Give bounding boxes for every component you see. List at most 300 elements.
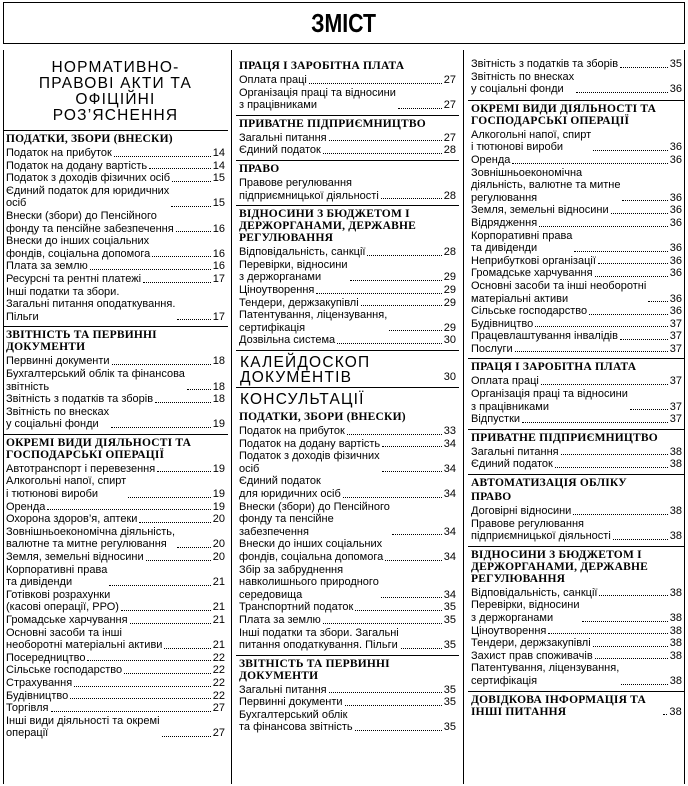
dot-leader	[143, 282, 211, 283]
page-number: 15	[212, 197, 225, 210]
page-number: 18	[212, 393, 225, 406]
dot-leader	[512, 163, 667, 164]
dot-leader	[515, 351, 668, 352]
entry-title: Податок з доходів фізичних осіб	[6, 172, 171, 185]
section-heading[interactable]: ПРАВО	[239, 162, 280, 175]
entry-title: Оплата праці	[239, 74, 307, 86]
toc-entry[interactable]	[468, 625, 685, 638]
toc-entry[interactable]	[3, 260, 228, 273]
column-2	[236, 50, 459, 786]
entry-title: Оренда	[471, 153, 511, 166]
page-number: 36	[669, 305, 682, 318]
dot-leader	[589, 314, 668, 315]
page-number: 34	[443, 487, 456, 500]
toc-entry[interactable]	[236, 144, 459, 157]
toc-entry[interactable]	[236, 132, 459, 145]
dot-leader	[392, 534, 442, 535]
entry-title: Плата за землю	[6, 260, 88, 273]
toc-entry[interactable]	[468, 267, 685, 280]
page-number: 28	[443, 144, 456, 157]
dot-leader	[149, 168, 211, 169]
toc-entry[interactable]	[236, 450, 459, 475]
dot-leader	[51, 711, 211, 712]
toc-entry[interactable]	[468, 255, 685, 268]
entry-title: Звітність по внесках у соціальні фонди	[6, 405, 110, 431]
section-heading[interactable]: ВІДНОСИНИ З БЮДЖЕТОМ І ДЕРЖОРГАНАМИ, ДЕРЖАВНЕ РЕГУЛЮВАННЯ	[471, 548, 648, 585]
page-number: 19	[212, 500, 225, 513]
toc-entry[interactable]	[468, 637, 685, 650]
column-1	[3, 50, 228, 786]
toc-entry[interactable]	[3, 475, 228, 500]
dot-leader	[576, 92, 668, 93]
toc-entry[interactable]	[3, 235, 228, 260]
kaleidoscope-section	[236, 350, 459, 384]
toc-entry[interactable]	[468, 375, 685, 388]
section-heading[interactable]: ПРАЦЯ І ЗАРОБІТНА ПЛАТА	[471, 361, 637, 374]
entry-title: Загальні питання	[239, 683, 327, 696]
toc-entry[interactable]	[236, 438, 459, 451]
entry-title: Звітність з податків та зборів	[471, 58, 619, 70]
entry-title: Податок з доходів фізичних осіб	[239, 450, 380, 475]
toc-entry[interactable]	[3, 652, 228, 665]
section-heading[interactable]: ОКРЕМІ ВИДИ ДІЯЛЬНОСТІ ТА ГОСПОДАРСЬКІ ОПЕРАЦІЇ	[471, 102, 657, 127]
section-heading[interactable]: АВТОМАТИЗАЦІЯ ОБЛІКУ	[471, 477, 627, 490]
page-number: 38	[669, 624, 682, 637]
page-number: 20	[212, 551, 225, 564]
entry-title: Патентування, ліцензування, сертифікація	[239, 309, 388, 334]
entry-title: Сільське господарство	[471, 305, 588, 318]
page-number: 37	[669, 317, 682, 330]
page-number: 20	[212, 538, 225, 551]
toc-entry[interactable]	[468, 129, 685, 154]
entry-title: Охорона здоров’я, аптеки	[6, 513, 138, 526]
page-number: 36	[669, 204, 682, 217]
page-number: 30	[443, 334, 456, 347]
dot-leader	[343, 497, 442, 498]
toc-entry[interactable]	[3, 664, 228, 677]
dot-leader	[613, 539, 668, 540]
page-number: 19	[212, 418, 225, 431]
dot-leader	[316, 293, 441, 294]
section-heading[interactable]: ПОДАТКИ, ЗБОРИ (ВНЕСКИ)	[239, 411, 406, 423]
toc-entry[interactable]	[3, 551, 228, 564]
section-heading[interactable]: ВІДНОСИНИ З БЮДЖЕТОМ І ДЕРЖОРГАНАМИ, ДЕРЖАВНЕ РЕГУЛЮВАННЯ	[239, 208, 416, 245]
entry-title: Будівництво	[6, 689, 69, 702]
entry-title: Ціноутворення	[239, 283, 315, 296]
page-number: 16	[212, 222, 225, 235]
entry-title: Правове регулювання підприємницької діяльності	[239, 176, 379, 202]
page-number: 35	[443, 696, 456, 709]
entry-title: Відповідальність, санкції	[239, 246, 366, 259]
dot-leader	[620, 67, 668, 68]
entry-title: Внески до інших соціальних фондів, соціальна допомога	[6, 235, 151, 260]
toc-section	[236, 50, 459, 112]
toc-entry[interactable]	[236, 284, 459, 297]
toc-entry[interactable]	[3, 702, 228, 715]
page-number: 35	[443, 601, 456, 614]
entry-title: Готівкові розрахунки (касові операції, РРО)	[6, 588, 119, 614]
toc-entry[interactable]	[468, 413, 685, 426]
toc-section	[236, 655, 459, 734]
page-number: 35	[443, 639, 456, 652]
entry-title: Відпустки	[471, 413, 521, 426]
dot-leader	[177, 547, 211, 548]
page-number: 36	[669, 242, 682, 255]
page-number: 37	[669, 342, 682, 355]
toc-entry[interactable]	[3, 172, 228, 185]
section-heading-text: ДОВІДКОВА ІНФОРМАЦІЯ ТА ІНШІ ПИТАННЯ	[471, 693, 646, 718]
section-heading[interactable]	[468, 694, 685, 718]
column-divider	[231, 50, 232, 784]
entry-title: Внески (збори) до Пенсійного фонду та пенсійне забезпечення	[239, 500, 390, 538]
page-number: 27	[212, 702, 225, 715]
toc-entry[interactable]	[468, 599, 685, 624]
dot-leader	[152, 256, 211, 257]
entry-title: Внески (збори) до Пенсійного фонду та пенсійне забезпечення	[6, 209, 174, 235]
toc-entry[interactable]	[236, 601, 459, 614]
page-number: 27	[443, 99, 456, 112]
entry-title: Автотранспорт і перевезення	[6, 462, 156, 475]
section-heading[interactable]: ПРИВАТНЕ ПІДПРИЄМНИЦТВО	[239, 117, 426, 130]
toc-section	[468, 691, 685, 718]
page-number: 22	[212, 651, 225, 664]
entry-title: Відрядження	[471, 216, 538, 229]
entry-title: Загальні питання	[471, 445, 559, 458]
entry-title: Організація праці та відносини з працівниками	[471, 388, 628, 413]
entry-title: Тендери, держзакупівлі	[471, 637, 591, 650]
dot-leader	[622, 200, 667, 201]
dot-leader	[548, 633, 667, 634]
page-number: 34	[443, 462, 456, 475]
entry-title: Громадське харчування	[471, 267, 593, 280]
section-heading[interactable]: ПРАЦЯ І ЗАРОБІТНА ПЛАТА	[239, 60, 405, 72]
toc-entry[interactable]	[236, 177, 459, 202]
entry-title: Договірні відносини	[471, 505, 572, 518]
entry-title: Неприбуткові організації	[471, 254, 596, 267]
toc-entry[interactable]	[3, 286, 228, 324]
page-number: 30	[443, 370, 456, 383]
page-number: 21	[212, 601, 225, 614]
dot-leader	[111, 427, 211, 428]
dot-leader	[598, 263, 668, 264]
page-number: 38	[669, 612, 682, 624]
page-number: 14	[212, 147, 225, 159]
dot-leader	[398, 108, 442, 109]
dot-leader	[539, 226, 668, 227]
page-number: 38	[669, 530, 682, 543]
entry-title: Зовнішньоекономічна діяльність, валютне та митне регулювання	[471, 166, 621, 204]
entry-title: Будівництво	[471, 317, 534, 330]
toc-entry[interactable]	[468, 280, 685, 305]
entry-title: Корпоративні права та дивіденди	[471, 229, 573, 255]
dot-leader	[329, 140, 442, 141]
dot-leader	[541, 384, 668, 385]
toc-entry[interactable]	[468, 388, 685, 413]
dot-leader	[593, 646, 668, 647]
toc-entry[interactable]	[3, 393, 228, 406]
entry-title: Алкогольні напої, спирт і тютюнові вироби	[471, 128, 592, 154]
toc-entry[interactable]	[3, 627, 228, 652]
page-number: 33	[443, 425, 456, 437]
entry-title: Податок на додану вартість	[239, 437, 381, 450]
page-number: 21	[212, 639, 225, 652]
dot-leader	[162, 736, 211, 737]
toc-entry[interactable]	[3, 501, 228, 514]
page-number: 16	[212, 247, 225, 260]
page-number: 21	[212, 614, 225, 626]
toc-entry[interactable]	[468, 458, 685, 471]
entry-title: Перевірки, відносини з держорганами	[239, 258, 348, 284]
page-number: 22	[212, 689, 225, 702]
page-number: 17	[212, 310, 225, 323]
toc-entry[interactable]	[468, 587, 685, 600]
dot-leader	[171, 206, 210, 207]
toc-entry[interactable]	[468, 305, 685, 318]
toc-entry[interactable]	[468, 650, 685, 663]
page-number: 37	[669, 400, 682, 413]
dot-leader	[176, 231, 211, 232]
toc-entry[interactable]	[468, 230, 685, 255]
toc-entry[interactable]	[3, 210, 228, 235]
toc-section	[3, 326, 228, 431]
toc-entry[interactable]	[468, 446, 685, 459]
toc-entry[interactable]	[236, 684, 459, 697]
toc-entry[interactable]	[236, 297, 459, 310]
entry-title: Посередництво	[6, 651, 86, 664]
entry-title: Інші види діяльності та окремі операції	[6, 714, 160, 740]
toc-entry[interactable]	[468, 71, 685, 96]
entry-title: Податок на додану вартість	[6, 159, 148, 172]
toc-section	[236, 409, 459, 652]
page-number: 37	[669, 375, 682, 388]
entry-title: Плата за землю	[239, 613, 321, 626]
toc-entry[interactable]	[236, 334, 459, 347]
toc-entry[interactable]	[468, 662, 685, 687]
dot-leader	[381, 198, 442, 199]
entry-title: Торгівля	[6, 702, 49, 715]
section-heading[interactable]: ОКРЕМІ ВИДИ ДІЯЛЬНОСТІ ТА ГОСПОДАРСЬКІ ОПЕРАЦІЇ	[6, 436, 192, 461]
dot-leader	[574, 251, 667, 252]
toc-entry[interactable]	[236, 627, 459, 652]
section-heading[interactable]: ПРАВО	[471, 491, 512, 504]
dot-leader	[90, 269, 211, 270]
entry-title: Основні засоби та інші необоротні матеріальні активи	[471, 279, 647, 305]
toc-entry[interactable]	[3, 715, 228, 740]
entry-title: Сільське господарство	[6, 664, 123, 677]
entry-title: Первинні документи	[239, 696, 343, 709]
toc-entry[interactable]	[3, 614, 228, 627]
dot-leader	[121, 610, 211, 611]
dot-leader	[130, 623, 211, 624]
entry-title: Земля, земельні відносини	[471, 204, 609, 217]
toc-entry[interactable]	[468, 505, 685, 518]
toc-entry[interactable]	[468, 318, 685, 331]
toc-entry[interactable]	[236, 425, 459, 438]
toc-entry[interactable]	[3, 589, 228, 614]
dot-leader	[648, 301, 667, 302]
page-number: 16	[212, 260, 225, 273]
toc-entry[interactable]	[468, 154, 685, 167]
dot-leader	[663, 714, 667, 715]
toc-entry[interactable]	[236, 246, 459, 259]
section-heading[interactable]: ЗВІТНІСТЬ ТА ПЕРВИННІ ДОКУМЕНТИ	[239, 657, 390, 682]
page-number: 27	[443, 74, 456, 86]
page-number: 18	[212, 355, 225, 368]
entry-title: Єдиний податок для юридичних осіб	[239, 475, 341, 500]
entry-title: Організація праці та відносини з працівниками	[239, 86, 396, 112]
toc-entry[interactable]	[3, 160, 228, 173]
toc-entry[interactable]	[468, 204, 685, 217]
dot-leader	[164, 648, 210, 649]
entry-title: Податок на прибуток	[239, 425, 345, 437]
dot-leader	[146, 560, 211, 561]
dot-leader	[309, 83, 442, 84]
page-number: 34	[443, 588, 456, 601]
toc-entry[interactable]	[236, 614, 459, 627]
toc-section	[236, 115, 459, 157]
dot-leader	[323, 153, 442, 154]
page-number: 36	[669, 191, 682, 204]
dot-leader	[561, 454, 668, 455]
page-number: 35	[443, 721, 456, 734]
kaleidoscope-heading[interactable]: КАЛЕЙДОСКОП ДОКУМЕНТІВ	[240, 353, 371, 386]
page-number: 38	[669, 586, 682, 599]
dot-leader	[630, 409, 668, 410]
toc-section	[3, 130, 228, 323]
entry-title: Зовнішньоекономічна діяльність, валютне та митне регулювання	[6, 525, 176, 551]
consultations-heading: КОНСУЛЬТАЦІЇ	[240, 390, 365, 408]
page-number: 37	[669, 413, 682, 426]
dot-leader	[620, 339, 668, 340]
toc-entry[interactable]	[468, 58, 685, 71]
dot-leader	[157, 471, 211, 472]
toc-entry[interactable]	[236, 564, 459, 602]
dot-leader	[355, 730, 442, 731]
section-heading[interactable]: ПОДАТКИ, ЗБОРИ (ВНЕСКИ)	[6, 133, 173, 145]
dot-leader	[155, 402, 211, 403]
dot-leader	[611, 213, 668, 214]
dot-leader	[139, 522, 210, 523]
toc-entry[interactable]	[3, 185, 228, 210]
column-3	[468, 50, 685, 786]
dot-leader	[582, 621, 668, 622]
dot-leader	[87, 660, 210, 661]
toc-entry[interactable]	[236, 501, 459, 539]
entry-title: Працевлаштування інвалідів	[471, 330, 618, 343]
toc-entry[interactable]	[468, 167, 685, 205]
dot-leader	[621, 684, 667, 685]
toc-entry[interactable]	[236, 74, 459, 87]
toc-entry[interactable]	[236, 538, 459, 563]
toc-entry[interactable]	[468, 518, 685, 543]
page-number: 20	[212, 513, 225, 526]
entry-title: Єдиний податок для юридичних осіб	[6, 184, 170, 210]
page-number: 21	[212, 576, 225, 589]
entry-title: Земля, земельні відносини	[6, 551, 144, 564]
toc-entry[interactable]	[3, 273, 228, 286]
page-number: 38	[669, 505, 682, 518]
toc-entry[interactable]	[468, 343, 685, 356]
page-number: 38	[669, 674, 682, 687]
dot-leader	[522, 422, 668, 423]
toc-entry[interactable]	[3, 463, 228, 476]
toc-entry[interactable]	[3, 564, 228, 589]
toc-entry[interactable]	[3, 147, 228, 160]
entry-title: Звітність з податків та зборів	[6, 393, 154, 406]
entry-title: Патентування, ліцензування, сертифікація	[471, 662, 620, 687]
toc-entry[interactable]	[3, 406, 228, 431]
entry-title: Основні засоби та інші необоротні матеріальні активи	[6, 626, 163, 652]
toc-entry[interactable]	[468, 217, 685, 230]
dot-leader	[389, 330, 441, 331]
toc-entry[interactable]	[3, 690, 228, 703]
dot-leader	[535, 326, 668, 327]
toc-entry[interactable]	[236, 87, 459, 112]
page-number: 35	[669, 58, 682, 70]
page-number: 34	[443, 550, 456, 563]
entry-title: Ціноутворення	[471, 624, 547, 637]
toc-entry[interactable]	[3, 513, 228, 526]
page-number: 27	[443, 131, 456, 144]
dot-leader	[361, 305, 442, 306]
entry-title: Звітність по внесках у соціальні фонди	[471, 70, 575, 96]
page-number: 29	[443, 271, 456, 284]
toc-section	[468, 546, 685, 688]
dot-leader	[382, 446, 442, 447]
entry-title: Тендери, держзакупівлі	[239, 296, 359, 309]
toc-entry[interactable]	[236, 309, 459, 334]
page-number: 34	[443, 525, 456, 538]
toc-entry[interactable]	[3, 355, 228, 368]
toc-entry[interactable]	[468, 330, 685, 343]
entry-title: Інші податки та збори. Загальні питання оподаткування. Пільги	[239, 626, 399, 652]
page-number: 36	[669, 267, 682, 280]
page-number: 38	[669, 637, 682, 650]
toc-section	[468, 491, 685, 543]
toc-entry[interactable]	[236, 259, 459, 284]
dot-leader	[350, 280, 442, 281]
page-number: 18	[212, 380, 225, 393]
toc-entry[interactable]	[236, 709, 459, 734]
page-number: 28	[443, 246, 456, 259]
toc-section	[468, 474, 685, 489]
dot-leader	[599, 595, 667, 596]
dot-leader	[177, 319, 210, 320]
toc-entry[interactable]	[236, 696, 459, 709]
page-number: 15	[212, 172, 225, 185]
dot-leader	[114, 156, 211, 157]
entry-title: Алкогольні напої, спирт і тютюнові вироби	[6, 475, 127, 501]
title-box	[3, 2, 685, 44]
section-heading[interactable]: ЗВІТНІСТЬ ТА ПЕРВИННІ ДОКУМЕНТИ	[6, 329, 157, 354]
toc-entry[interactable]	[3, 368, 228, 393]
toc-entry[interactable]	[3, 677, 228, 690]
toc-entry[interactable]	[3, 526, 228, 551]
page-number: 35	[443, 683, 456, 696]
page-number: 36	[669, 254, 682, 267]
normative-acts-heading: НОРМАТИВНО-ПРАВОВІ АКТИ ТА ОФІЦІЙНІ РОЗ’ЯСНЕННЯ	[38, 59, 193, 124]
dot-leader	[573, 514, 667, 515]
page-number: 27	[212, 727, 225, 740]
entry-title: Єдиний податок	[239, 144, 321, 157]
entry-title: Загальні питання	[239, 131, 327, 144]
entry-title: Інші податки та збори. Загальні питання оподаткування. Пільги	[6, 285, 176, 323]
page-number: 19	[212, 488, 225, 501]
section-heading[interactable]: ПРИВАТНЕ ПІДПРИЄМНИЦТВО	[471, 431, 658, 444]
toc-entry[interactable]	[236, 475, 459, 500]
page-number: 28	[443, 189, 456, 202]
toc-section	[468, 429, 685, 471]
